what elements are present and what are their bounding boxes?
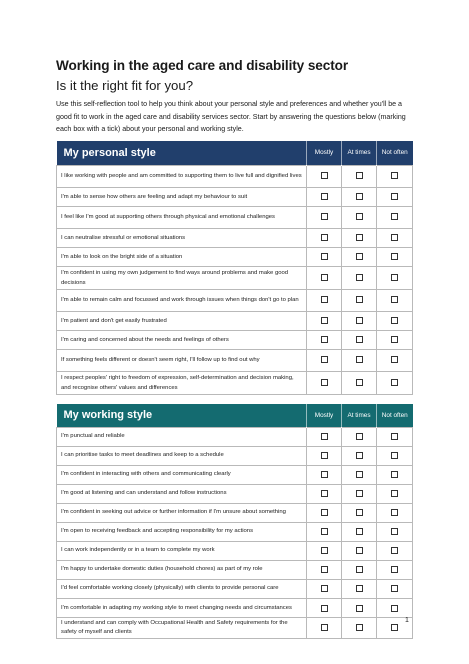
checkbox-cell-mostly: [307, 503, 342, 522]
working-style-statement: I'd feel comfortable working closely (physically) with clients to provide personal care: [57, 580, 307, 599]
checkbox-at-times[interactable]: [356, 336, 363, 343]
personal-style-statement: I'm able to remain calm and focussed and work through issues when things don't go to plan: [57, 289, 307, 311]
checkbox-mostly[interactable]: [321, 253, 328, 260]
column-mostly: Mostly: [307, 141, 342, 166]
checkbox-mostly[interactable]: [321, 172, 328, 179]
checkbox-not-often[interactable]: [391, 193, 398, 200]
checkbox-mostly[interactable]: [321, 317, 328, 324]
checkbox-at-times[interactable]: [356, 624, 363, 631]
table-row: [57, 228, 413, 247]
checkbox-cell-mostly: [307, 522, 342, 541]
checkbox-not-often[interactable]: [391, 379, 398, 386]
working-style-table: [56, 404, 413, 639]
personal-style-statement: I'm caring and concerned about the needs and feelings of others: [57, 330, 307, 349]
checkbox-cell-not-often: [377, 187, 413, 206]
checkbox-cell-at-times: [342, 522, 377, 541]
checkbox-at-times[interactable]: [356, 452, 363, 459]
checkbox-cell-not-often: [377, 371, 413, 394]
checkbox-mostly[interactable]: [321, 585, 328, 592]
table-row: [57, 580, 413, 599]
checkbox-cell-not-often: [377, 330, 413, 349]
personal-style-header-row: [57, 141, 413, 166]
personal-style-statement: I'm able to look on the bright side of a situation: [57, 247, 307, 266]
checkbox-at-times[interactable]: [356, 193, 363, 200]
checkbox-cell-not-often: [377, 427, 413, 446]
personal-style-statement: I like working with people and am committed to supporting them to live full and dignified lives: [57, 165, 307, 187]
checkbox-not-often[interactable]: [391, 624, 398, 631]
checkbox-cell-mostly: [307, 266, 342, 289]
table-row: [57, 503, 413, 522]
checkbox-cell-mostly: [307, 228, 342, 247]
table-row: [57, 289, 413, 311]
document-page: [56, 58, 413, 639]
checkbox-cell-not-often: [377, 484, 413, 503]
checkbox-cell-at-times: [342, 349, 377, 371]
checkbox-at-times[interactable]: [356, 605, 363, 612]
checkbox-mostly[interactable]: [321, 566, 328, 573]
checkbox-at-times[interactable]: [356, 490, 363, 497]
table-row: [57, 206, 413, 228]
checkbox-cell-mostly: [307, 560, 342, 579]
column-mostly: Mostly: [307, 404, 342, 428]
checkbox-at-times[interactable]: [356, 433, 363, 440]
working-style-statement: I'm comfortable in adapting my working style to meet changing needs and circumstances: [57, 599, 307, 618]
personal-style-statement: I respect peoples' right to freedom of expression, self-determination and decision making, and recognise others' values and differences: [57, 371, 307, 394]
table-row: [57, 371, 413, 394]
checkbox-mostly[interactable]: [321, 234, 328, 241]
checkbox-cell-not-often: [377, 311, 413, 330]
checkbox-cell-mostly: [307, 330, 342, 349]
checkbox-not-often[interactable]: [391, 566, 398, 573]
checkbox-at-times[interactable]: [356, 234, 363, 241]
page-subtitle: Is it the right fit for you?: [56, 78, 194, 93]
table-row: [57, 522, 413, 541]
checkbox-at-times[interactable]: [356, 253, 363, 260]
personal-style-statement: I'm able to sense how others are feeling and adapt my behaviour to suit: [57, 187, 307, 206]
checkbox-not-often[interactable]: [391, 274, 398, 281]
checkbox-not-often[interactable]: [391, 509, 398, 516]
checkbox-not-often[interactable]: [391, 471, 398, 478]
checkbox-cell-not-often: [377, 266, 413, 289]
checkbox-cell-at-times: [342, 228, 377, 247]
checkbox-mostly[interactable]: [321, 356, 328, 363]
checkbox-at-times[interactable]: [356, 471, 363, 478]
checkbox-cell-at-times: [342, 560, 377, 579]
working-style-statement: I understand and can comply with Occupational Health and Safety requirements for the safety of myself and clients: [57, 618, 307, 638]
working-style-statement: I'm punctual and reliable: [57, 427, 307, 446]
personal-style-heading: My personal style: [57, 141, 307, 166]
working-style-statement: I'm confident in interacting with others and communicating clearly: [57, 465, 307, 484]
checkbox-not-often[interactable]: [391, 547, 398, 554]
checkbox-not-often[interactable]: [391, 234, 398, 241]
checkbox-not-often[interactable]: [391, 528, 398, 535]
checkbox-cell-not-often: [377, 446, 413, 465]
table-row: [57, 427, 413, 446]
checkbox-mostly[interactable]: [321, 509, 328, 516]
checkbox-not-often[interactable]: [391, 317, 398, 324]
working-style-statement: I'm confident in seeking out advice or further information if I'm unsure about something: [57, 503, 307, 522]
checkbox-cell-mostly: [307, 187, 342, 206]
checkbox-cell-mostly: [307, 618, 342, 638]
checkbox-cell-mostly: [307, 247, 342, 266]
table-row: [57, 165, 413, 187]
checkbox-at-times[interactable]: [356, 356, 363, 363]
checkbox-cell-at-times: [342, 165, 377, 187]
checkbox-cell-mostly: [307, 206, 342, 228]
checkbox-at-times[interactable]: [356, 317, 363, 324]
checkbox-cell-at-times: [342, 503, 377, 522]
checkbox-not-often[interactable]: [391, 433, 398, 440]
checkbox-cell-at-times: [342, 599, 377, 618]
checkbox-mostly[interactable]: [321, 193, 328, 200]
checkbox-at-times[interactable]: [356, 296, 363, 303]
table-row: [57, 330, 413, 349]
checkbox-not-often[interactable]: [391, 336, 398, 343]
checkbox-at-times[interactable]: [356, 274, 363, 281]
table-row: [57, 247, 413, 266]
checkbox-cell-at-times: [342, 618, 377, 638]
table-row: [57, 349, 413, 371]
checkbox-at-times[interactable]: [356, 172, 363, 179]
checkbox-mostly[interactable]: [321, 452, 328, 459]
checkbox-mostly[interactable]: [321, 336, 328, 343]
working-style-statement: I'm open to receiving feedback and accepting responsibility for my actions: [57, 522, 307, 541]
checkbox-cell-not-often: [377, 165, 413, 187]
working-style-statement: I can prioritise tasks to meet deadlines and keep to a schedule: [57, 446, 307, 465]
checkbox-cell-at-times: [342, 541, 377, 560]
personal-style-table: [56, 141, 413, 395]
page-number: 1: [405, 617, 409, 624]
checkbox-mostly[interactable]: [321, 490, 328, 497]
personal-style-statement: I feel like I'm good at supporting others through physical and emotional challenges: [57, 206, 307, 228]
checkbox-cell-at-times: [342, 311, 377, 330]
checkbox-not-often[interactable]: [391, 490, 398, 497]
working-style-statement: I'm happy to undertake domestic duties (household chores) as part of my role: [57, 560, 307, 579]
checkbox-cell-at-times: [342, 247, 377, 266]
column-not-often: Not often: [377, 404, 413, 428]
checkbox-cell-not-often: [377, 522, 413, 541]
checkbox-not-often[interactable]: [391, 605, 398, 612]
checkbox-not-often[interactable]: [391, 356, 398, 363]
working-style-heading: My working style: [57, 404, 307, 428]
checkbox-mostly[interactable]: [321, 379, 328, 386]
checkbox-not-often[interactable]: [391, 452, 398, 459]
checkbox-cell-not-often: [377, 228, 413, 247]
column-at-times: At times: [342, 141, 377, 166]
checkbox-cell-at-times: [342, 371, 377, 394]
checkbox-mostly[interactable]: [321, 624, 328, 631]
checkbox-cell-not-often: [377, 247, 413, 266]
working-style-statement: I'm good at listening and can understand and follow instructions: [57, 484, 307, 503]
checkbox-cell-at-times: [342, 484, 377, 503]
table-row: [57, 560, 413, 579]
personal-style-statement: I'm patient and don't get easily frustrated: [57, 311, 307, 330]
checkbox-not-often[interactable]: [391, 296, 398, 303]
checkbox-cell-not-often: [377, 289, 413, 311]
checkbox-cell-mostly: [307, 541, 342, 560]
personal-style-statement: I'm confident in using my own judgement to find ways around problems and make good decisions: [57, 266, 307, 289]
checkbox-mostly[interactable]: [321, 213, 328, 220]
checkbox-at-times[interactable]: [356, 547, 363, 554]
checkbox-cell-at-times: [342, 187, 377, 206]
checkbox-not-often[interactable]: [391, 172, 398, 179]
page-title: Working in the aged care and disability sector: [56, 58, 349, 73]
table-row: [57, 465, 413, 484]
checkbox-mostly[interactable]: [321, 471, 328, 478]
table-row: [57, 599, 413, 618]
checkbox-mostly[interactable]: [321, 547, 328, 554]
table-row: [57, 266, 413, 289]
checkbox-mostly[interactable]: [321, 296, 328, 303]
checkbox-cell-not-often: [377, 206, 413, 228]
checkbox-cell-not-often: [377, 541, 413, 560]
checkbox-cell-mostly: [307, 289, 342, 311]
checkbox-cell-mostly: [307, 349, 342, 371]
working-style-header-row: [57, 404, 413, 428]
checkbox-cell-mostly: [307, 427, 342, 446]
checkbox-mostly[interactable]: [321, 605, 328, 612]
checkbox-cell-mostly: [307, 580, 342, 599]
checkbox-cell-mostly: [307, 371, 342, 394]
checkbox-cell-mostly: [307, 484, 342, 503]
column-not-often: Not often: [377, 141, 413, 166]
checkbox-not-often[interactable]: [391, 253, 398, 260]
personal-style-statement: If something feels different or doesn't seem right, I'll follow up to find out why: [57, 349, 307, 371]
checkbox-at-times[interactable]: [356, 585, 363, 592]
table-row: [57, 311, 413, 330]
column-at-times: At times: [342, 404, 377, 428]
checkbox-cell-mostly: [307, 165, 342, 187]
checkbox-cell-at-times: [342, 289, 377, 311]
checkbox-not-often[interactable]: [391, 213, 398, 220]
checkbox-cell-mostly: [307, 446, 342, 465]
checkbox-cell-not-often: [377, 580, 413, 599]
checkbox-cell-at-times: [342, 206, 377, 228]
checkbox-at-times[interactable]: [356, 509, 363, 516]
checkbox-cell-mostly: [307, 465, 342, 484]
table-row: [57, 446, 413, 465]
checkbox-cell-at-times: [342, 580, 377, 599]
checkbox-cell-not-often: [377, 503, 413, 522]
checkbox-at-times[interactable]: [356, 213, 363, 220]
checkbox-mostly[interactable]: [321, 274, 328, 281]
table-row: [57, 484, 413, 503]
checkbox-cell-at-times: [342, 266, 377, 289]
working-style-statement: I can work independently or in a team to complete my work: [57, 541, 307, 560]
table-row: [57, 618, 413, 638]
checkbox-at-times[interactable]: [356, 379, 363, 386]
checkbox-mostly[interactable]: [321, 528, 328, 535]
checkbox-cell-mostly: [307, 311, 342, 330]
intro-paragraph: Use this self-reflection tool to help you think about your personal style and preferences and whether you'll be a good fit to work in the aged care and disability services sector. Start by answering the questions below (marking each box with a tick) about your personal and working style.: [56, 100, 406, 133]
checkbox-cell-not-often: [377, 465, 413, 484]
checkbox-cell-not-often: [377, 349, 413, 371]
checkbox-mostly[interactable]: [321, 433, 328, 440]
checkbox-cell-at-times: [342, 465, 377, 484]
personal-style-statement: I can neutralise stressful or emotional situations: [57, 228, 307, 247]
checkbox-cell-not-often: [377, 560, 413, 579]
table-row: [57, 187, 413, 206]
checkbox-cell-not-often: [377, 599, 413, 618]
checkbox-cell-mostly: [307, 599, 342, 618]
table-row: [57, 541, 413, 560]
checkbox-at-times[interactable]: [356, 566, 363, 573]
checkbox-cell-at-times: [342, 427, 377, 446]
checkbox-cell-at-times: [342, 330, 377, 349]
checkbox-at-times[interactable]: [356, 528, 363, 535]
checkbox-cell-at-times: [342, 446, 377, 465]
checkbox-not-often[interactable]: [391, 585, 398, 592]
